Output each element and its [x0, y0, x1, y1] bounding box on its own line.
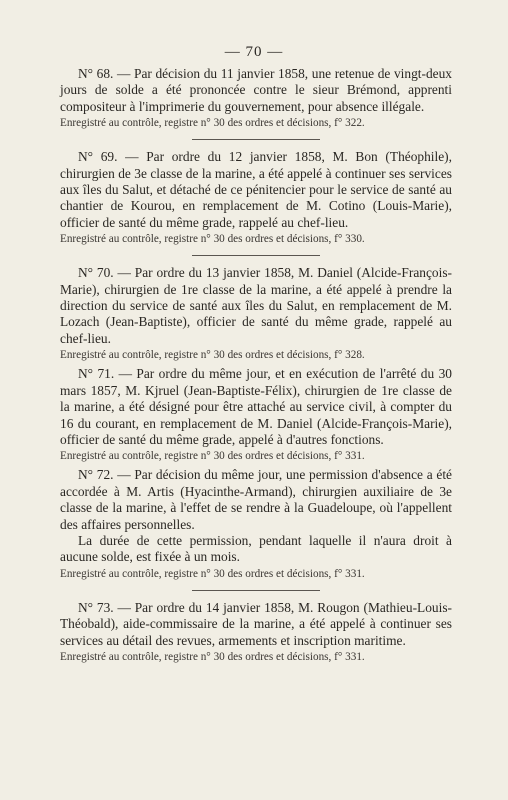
register-note: Enregistré au contrôle, registre n° 30 des ordres et décisions, f° 322. [60, 117, 365, 130]
section-divider [192, 255, 320, 256]
decision-entry-73 [60, 600, 452, 664]
register-note: Enregistré au contrôle, registre n° 30 des ordres et décisions, f° 328. [60, 349, 365, 362]
decision-entry-70 [60, 265, 452, 362]
entry-text-continued: La durée de cette permission, pendant laquelle il n'aura droit à aucune solde, est fixée à un mois. [60, 532, 452, 565]
register-note: Enregistré au contrôle, registre n° 30 des ordres et décisions, f° 331. [60, 567, 365, 580]
register-note: Enregistré au contrôle, registre n° 30 des ordres et décisions, f° 331. [60, 450, 365, 463]
entry-text: N° 69. — Par ordre du 12 janvier 1858, M. Bon (Théophile), chirurgien de 3e classe de la marine, a été appelé à continuer ses services aux îles du Salut, et détaché de ce pénitencier pour le service de santé au chantier de Kourou, en remplacement de M. Cotino (Louis-Marie), officier de santé du même grade, rappelé au chef-lieu. [60, 149, 452, 230]
entry-text: N° 72. — Par décision du même jour, une permission d'absence a été accordée à M. Artis (Hyacinthe-Armand), chirurgien auxiliaire de 3e classe de la marine, à l'effet de se rendre à la Guadeloupe, où l'appellent des affaires personnelles. [60, 467, 452, 532]
entry-text: N° 68. — Par décision du 11 janvier 1858, une retenue de vingt-deux jours de solde a été prononcée contre le sieur Brémond, apprenti compositeur à l'imprimerie du gouvernement, pour absence illégale. [60, 66, 452, 114]
section-divider [192, 590, 320, 591]
page-content [60, 66, 452, 664]
entry-text: N° 70. — Par ordre du 13 janvier 1858, M. Daniel (Alcide-François-Marie), chirurgien de 1re classe de la marine, a été appelé à prendre la direction du service de santé aux îles du Salut, en remplacement de M. Lozach (Jean-Baptiste), officier de santé du même grade, rappelé au chef-lieu. [60, 265, 452, 346]
register-note: Enregistré au contrôle, registre n° 30 des ordres et décisions, f° 331. [60, 650, 365, 663]
section-divider [192, 139, 320, 140]
entry-text: N° 73. — Par ordre du 14 janvier 1858, M. Rougon (Mathieu-Louis-Théobald), aide-commissaire de la marine, a été appelé à continuer ses services au détail des revues, armements et inscription maritime. [60, 599, 452, 648]
decision-entry-71 [60, 366, 452, 463]
decision-entry-72 [60, 467, 452, 580]
register-note: Enregistré au contrôle, registre n° 30 des ordres et décisions, f° 330. [60, 233, 365, 246]
decision-entry-69 [60, 149, 452, 246]
decision-entry-68 [60, 66, 452, 130]
entry-text: N° 71. — Par ordre du même jour, et en exécution de l'arrêté du 30 mars 1857, M. Kjruel (Jean-Baptiste-Félix), chirurgien de 1re classe de la marine, a été désigné pour être attaché au service civil, à compter du 16 du courant, en remplacement de M. Daniel (Alcide-François-Marie), officier de santé du même grade, appelé à d'autres fonctions. [60, 366, 452, 447]
page-number: — 70 — [224, 44, 284, 60]
